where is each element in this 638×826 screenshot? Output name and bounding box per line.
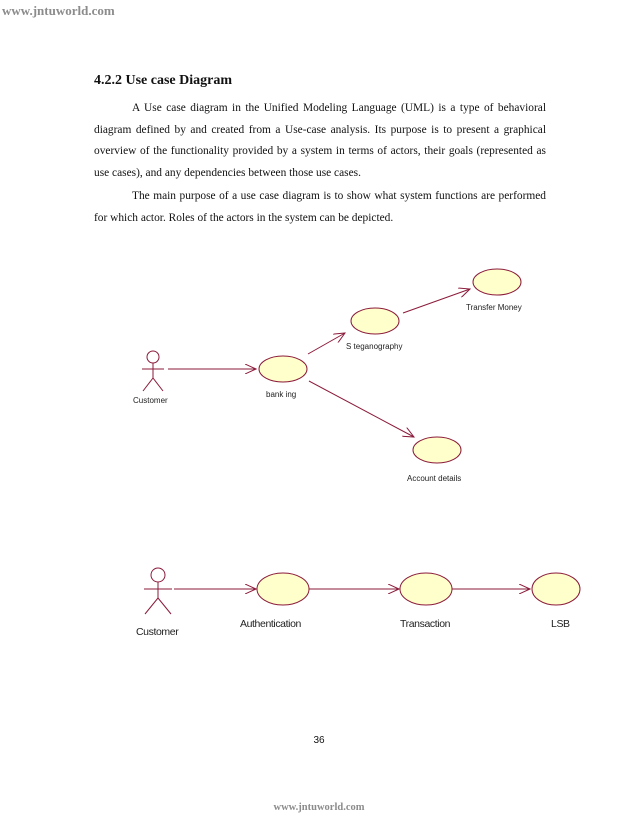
use-case-banking (259, 356, 307, 382)
watermark-bottom: www.jntuworld.com (273, 802, 365, 813)
paragraph-1: A Use case diagram in the Unified Modeling Language (UML) is a type of behavioral diagram defined by and created from a Use-case analysis. Its purpose is to present a graphical overview of the functionality provided by a system in terms of actors, their goals (represented as use cases), and any dependencies between those use cases. (94, 102, 546, 180)
watermark-top: www.jntuworld.com (2, 3, 115, 18)
use-case-authentication (257, 573, 309, 605)
diagram1-associations (168, 289, 470, 437)
use-case-transaction (400, 573, 452, 605)
actor-customer-2-label: Customer (136, 626, 179, 638)
actor-customer-2 (144, 568, 172, 614)
use-case-lsb (532, 573, 580, 605)
use-case-account-details-label: Account details (407, 474, 462, 483)
paragraph-2: The main purpose of a use case diagram is to show what system functions are performed for which actor. Roles of the actors in the system can be depicted. (94, 190, 546, 224)
use-case-lsb-label: LSB (551, 618, 570, 630)
use-case-transfer-money (473, 269, 521, 295)
use-case-transaction-label: Transaction (400, 618, 451, 630)
use-case-transfer-money-label: Transfer Money (466, 303, 522, 312)
use-case-steganography-label: S teganography (346, 342, 403, 351)
actor-customer-1-label: Customer (133, 396, 168, 405)
page-number: 36 (313, 735, 325, 746)
use-case-banking-label: bank ing (266, 390, 297, 399)
association-banking-steganography (308, 333, 345, 354)
actor-customer-1 (142, 351, 164, 391)
use-case-steganography (351, 308, 399, 334)
use-case-account-details (413, 437, 461, 463)
association-steganography-transfer (403, 289, 470, 313)
section-title: 4.2.2 Use case Diagram (94, 73, 233, 88)
use-case-authentication-label: Authentication (240, 618, 301, 630)
association-banking-account (309, 381, 414, 437)
